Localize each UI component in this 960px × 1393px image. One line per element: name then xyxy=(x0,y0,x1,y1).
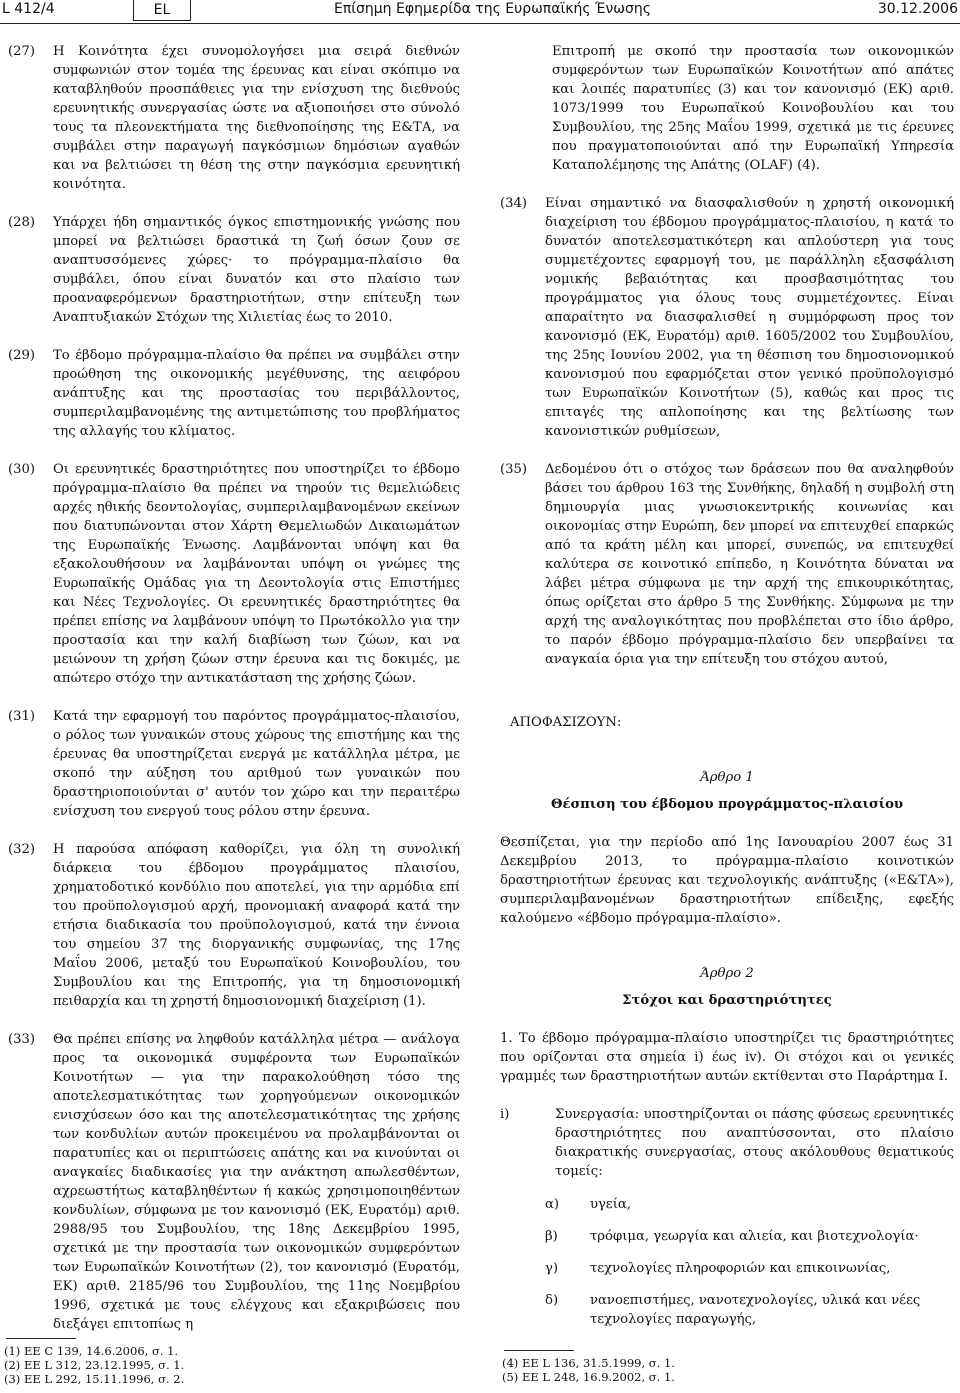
item-text: Συνεργασία: υποστηρίζονται οι πάσης φύσεως ερευνητικές δραστηριότητες που αναπτύσσονται, στο πλαίσιο διακρατικής συνεργασίας, στους ακόλουθους θεματικούς τομείς: xyxy=(555,1107,954,1179)
article-2-item-i xyxy=(500,1105,954,1181)
footnote-1: (1) ΕΕ C 139, 14.6.2006, σ. 1. xyxy=(4,1344,179,1358)
footnote-rule-left xyxy=(6,1338,76,1339)
subitem-text: τεχνολογίες πληροφοριών και επικοινωνίας, xyxy=(590,1261,891,1276)
recital-text: Είναι σημαντικό να διασφαλισθούν η χρηστή οικονομική διαχείριση του έβδομου προγράμματος-πλαισίου, η κατά το δυνατόν αποτελεσματικότερη και απλούστερη για τους συμμετέχοντες εφαρμογή του, με παράλληλη εξασφάλιση νομικής βεβαιότητας και προσβασιμότητας του προγράμματος για όλους τους συμμετέχοντες. Είναι απαραίτητο να διασφαλισθεί η συμμόρφωση προς τον κανονισμό (ΕΚ, Ευρατόμ) αριθ. 1605/2002 του Συμβουλίου, της 25ης Ιουνίου 2002, για τη θέσπιση του δημοσιονομικού κανονισμού που εφαρμόζεται στον γενικό προϋπολογισμό των Ευρωπαϊκών Κοινοτήτων (5), καθώς και προς τις επιταγές της απλοποίησης και της βελτίωσης των κανονιστικών ρυθμίσεων, xyxy=(545,196,954,439)
recital-30 xyxy=(8,460,460,688)
recital-text: Υπάρχει ήδη σημαντικός όγκος επιστημονικής γνώσης που μπορεί να βελτιώσει δραστικά τη ζωή όσων ζουν σε αναπτυσσόμενες χώρες· το πρόγραμμα-πλαίσιο θα συμβάλει, όπου είναι δυνατόν και στο πλαίσιο των προαναφερόμενων δραστηριοτήτων, στην επίτευξη των Αναπτυξιακών Στόχων της Χιλιετίας έως το 2010. xyxy=(53,215,460,325)
recital-33 xyxy=(8,1030,460,1334)
right-column xyxy=(500,42,954,1342)
recital-number: (33) xyxy=(8,1032,36,1047)
article-1-title: Θέσπιση του έβδομου προγράμματος-πλαισίου xyxy=(550,797,904,812)
footnote-4: (4) ΕΕ L 136, 31.5.1999, σ. 1. xyxy=(502,1356,675,1370)
page-number: L 412/4 xyxy=(2,1,55,17)
recital-text: Δεδομένου ότι ο στόχος των δράσεων που θα αναληφθούν βάσει του άρθρου 163 της Συνθήκης, δηλαδή η συμβολή στη δημιουργία μιας γνωσιοκεντρικής κοινωνίας και οικονομίας στην Ευρώπη, δεν μπορεί να επιτευχθεί επαρκώς από τα κράτη μέλη και μπορεί, συνεπώς, να επιτευχθεί καλύτερα σε κοινοτικό επίπεδο, η Κοινότητα δύναται να λάβει μέτρα σύμφωνα με την αρχή της επικουρικότητας, όπως ορίζεται στο άρθρο 5 της Συνθήκης. Σύμφωνα με την αρχή της αναλογικότητας που προβλέπεται στο ίδιο άρθρο, το παρόν έβδομο πρόγραμμα-πλαίσιο δεν υπερβαίνει τα αναγκαία όρια για την επίτευξη του στόχου αυτού, xyxy=(545,462,954,667)
recital-text: Το έβδομο πρόγραμμα-πλαίσιο θα πρέπει να συμβάλει στην προώθηση της οικονομικής μεγέθυνσης, της αειφόρου ανάπτυξης και της προστασίας του περιβάλλοντος, συμπεριλαμβανομένης της αντιμετώπισης του προβλήματος της αλλαγής του κλίματος. xyxy=(53,348,460,439)
recital-number: (30) xyxy=(8,462,36,477)
recital-number: (31) xyxy=(8,709,36,724)
left-column xyxy=(8,42,460,1353)
subitem-b xyxy=(545,1227,954,1246)
article-2-paragraph-1: 1. Το έβδομο πρόγραμμα-πλαίσιο υποστηρίζει τις δραστηριότητες που ορίζονται στα σημεία i) έως iv). Οι στόχοι και οι γενικές γραμμές των δραστηριοτήτων αυτών εκτίθενται στο Παράρτημα Ι. xyxy=(500,1031,954,1084)
subitem-text: νανοεπιστήμες, νανοτεχνολογίες, υλικά και νέες τεχνολογίες παραγωγής, xyxy=(590,1293,921,1327)
subitem-number: β) xyxy=(545,1229,558,1244)
recital-text: Οι ερευνητικές δραστηριότητες που υποστηρίζει το έβδομο πρόγραμμα-πλαίσιο θα πρέπει να τηρούν τις θεμελιώδεις αρχές ηθικής δεοντολογίας, συμπεριλαμβανομένων εκείνων που διατυπώνονται στον Χάρτη Θεμελιωδών Δικαιωμάτων της Ευρωπαϊκής Ένωσης. Λαμβάνονται υπόψη και θα εξακολουθήσουν να λαμβάνονται υπόψη οι γνώμες της Ευρωπαϊκής Ομάδας για τη Δεοντολογία στις Επιστήμες και Νέες Τεχνολογίες. Οι ερευνητικές δραστηριότητες θα πρέπει επίσης να λαμβάνουν υπόψη το Πρωτόκολλο για την προστασία και την καλή διαβίωση των ζώων, και να μειώνουν τη χρήση ζώων στην έρευνα και τις δοκιμές, με απώτερο στόχο την αντικατάσταση της χρήσης ζώων. xyxy=(53,462,460,686)
recital-31 xyxy=(8,707,460,821)
item-number: i) xyxy=(500,1107,510,1122)
recital-33-continuation: Επιτροπή με σκοπό την προστασία των οικονομικών συμφερόντων των Ευρωπαϊκών Κοινοτήτων από απάτες και λοιπές παρατυπίες (3) και τον κανονισμό (ΕΚ) αριθ. 1073/1999 του Ευρωπαϊκού Κοινοβουλίου και του Συμβουλίου, της 25ης Μαΐου 1999, σχετικά με τις έρευνες που πραγματοποιούνται από την Ευρωπαϊκή Υπηρεσία Καταπολέμησης της Απάτης (OLAF) (4). xyxy=(552,44,954,173)
subitem-c xyxy=(545,1259,954,1278)
article-2-title: Στόχοι και δραστηριότητες xyxy=(622,993,832,1008)
subitem-number: γ) xyxy=(545,1261,559,1276)
journal-title: Επίσημη Εφημερίδα της Ευρωπαϊκής Ένωσης xyxy=(334,1,651,17)
recital-number: (34) xyxy=(500,196,528,211)
article-1-text: Θεσπίζεται, για την περίοδο από 1ης Ιανουαρίου 2007 έως 31 Δεκεμβρίου 2013, το πρόγραμμα-πλαίσιο κοινοτικών δραστηριοτήτων έρευνας και τεχνολογικής ανάπτυξης («Ε&ΤΑ»), συμπεριλαμβανομένων δραστηριοτήτων επίδειξης, εφεξής καλούμενο «έβδομο πρόγραμμα-πλαίσιο». xyxy=(500,835,954,926)
page-header xyxy=(0,0,960,22)
subitem-text: υγεία, xyxy=(590,1197,631,1212)
footnote-3: (3) ΕΕ L 292, 15.11.1996, σ. 2. xyxy=(4,1372,185,1386)
article-2-number: Άρθρο 2 xyxy=(700,966,754,981)
recital-number: (28) xyxy=(8,215,36,230)
subitem-number: α) xyxy=(545,1197,560,1212)
footnote-rule-right xyxy=(504,1350,574,1351)
recital-number: (35) xyxy=(500,462,528,477)
recital-29 xyxy=(8,346,460,441)
recital-34 xyxy=(500,194,954,441)
article-1-number: Άρθρο 1 xyxy=(700,770,754,785)
recital-28 xyxy=(8,213,460,327)
recital-35 xyxy=(500,460,954,669)
language-code-box: EL xyxy=(133,0,191,21)
header-rule xyxy=(0,23,960,24)
footnote-2: (2) ΕΕ L 312, 23.12.1995, σ. 1. xyxy=(4,1358,185,1372)
recital-text: Θα πρέπει επίσης να ληφθούν κατάλληλα μέτρα — ανάλογα προς τα οικονομικά συμφέροντα των Ευρωπαϊκών Κοινοτήτων — για την παρακολούθηση τόσο της αποτελεσματικότητας των χορηγούμενων οικονομικών ενισχύσεων όσο και της αποτελεσματικότητας της χρήσης των κονδυλίων αυτών προκειμένου να προλαμβάνονται οι παρατυπίες και οι περιπτώσεις απάτης και να κινούνται οι αναγκαίες διαδικασίες για την ανάκτηση απωλεσθέντων, αχρεωστήτως καταβληθέντων ή κακώς χρησιμοποιηθέντων κονδυλίων, σύμφωνα με τον κανονισμό (ΕΚ, Ευρατόμ) αριθ. 2988/95 του Συμβουλίου, της 18ης Δεκεμβρίου 1995, σχετικά με την προστασία των οικονομικών συμφερόντων των Ευρωπαϊκών Κοινοτήτων (2), τον κανονισμό (Ευρατόμ, ΕΚ) αριθ. 2185/96 του Συμβουλίου, της 11ης Νοεμβρίου 1996, σχετικά με τους ελέγχους και εξακριβώσεις που διεξάγει επιτοπίως η xyxy=(53,1032,460,1332)
recital-text: Η παρούσα απόφαση καθορίζει, για όλη τη συνολική διάρκεια του έβδομου προγράμματος πλαισίου, χρηματοδοτικό κονδύλιο που αποτελεί, για την αρμόδια επί του προϋπολογισμού αρχή, προνομιακή αναφορά κατά την ετήσια διαδικασία του προϋπολογισμού, κατά την έννοια του σημείου 37 της διοργανικής συμφωνίας, της 17ης Μαΐου 2006, μεταξύ του Ευρωπαϊκού Κοινοβουλίου, του Συμβουλίου και της Επιτροπής, για τη δημοσιονομική πειθαρχία και τη χρηστή δημοσιονομική διαχείριση (1). xyxy=(53,842,460,1009)
recital-32 xyxy=(8,840,460,1011)
footnotes-left xyxy=(4,1344,184,1386)
footnote-5: (5) ΕΕ L 248, 16.9.2002, σ. 1. xyxy=(502,1370,675,1384)
subitem-a xyxy=(545,1195,954,1214)
subitem-number: δ) xyxy=(545,1293,559,1308)
footnotes-right xyxy=(502,1356,675,1384)
recital-number: (27) xyxy=(8,44,36,59)
recital-number: (32) xyxy=(8,842,36,857)
decision-label: ΑΠΟΦΑΣΙΖΟΥΝ: xyxy=(510,715,622,730)
recital-27 xyxy=(8,42,460,194)
subitem-d xyxy=(545,1291,954,1329)
recital-number: (29) xyxy=(8,348,36,363)
recital-text: Κατά την εφαρμογή του παρόντος προγράμματος-πλαισίου, ο ρόλος των γυναικών στους χώρους της επιστήμης και της έρευνας θα υποστηρίζεται ενεργά με κατάλληλα μέτρα, με σκοπό την αύξηση του αριθμού των γυναικών που δραστηριοποιούνται σ' αυτόν τον χώρο και την περαιτέρω ενίσχυση του ενεργού τους ρόλου στην έρευνα. xyxy=(53,709,460,819)
subitem-text: τρόφιμα, γεωργία και αλιεία, και βιοτεχνολογία· xyxy=(590,1229,919,1244)
recital-text: Η Κοινότητα έχει συνομολογήσει μια σειρά διεθνών συμφωνιών στον τομέα της έρευνας και είναι σκόπιμο να καταβληθούν προσπάθειες για την ενίσχυση της διεθνούς ερευνητικής συνεργασίας ώστε να αξιοποιήσει στο σύνολό τους τα πλεονεκτήματα της διεθνοποίησης της Ε&ΤΑ, να συμβάλει στην παραγωγή παγκόσμιων δημόσιων αγαθών και να βελτιώσει τη θέση της στην παγκόσμια ερευνητική κοινότητα. xyxy=(53,44,460,192)
publication-date: 30.12.2006 xyxy=(877,1,958,17)
